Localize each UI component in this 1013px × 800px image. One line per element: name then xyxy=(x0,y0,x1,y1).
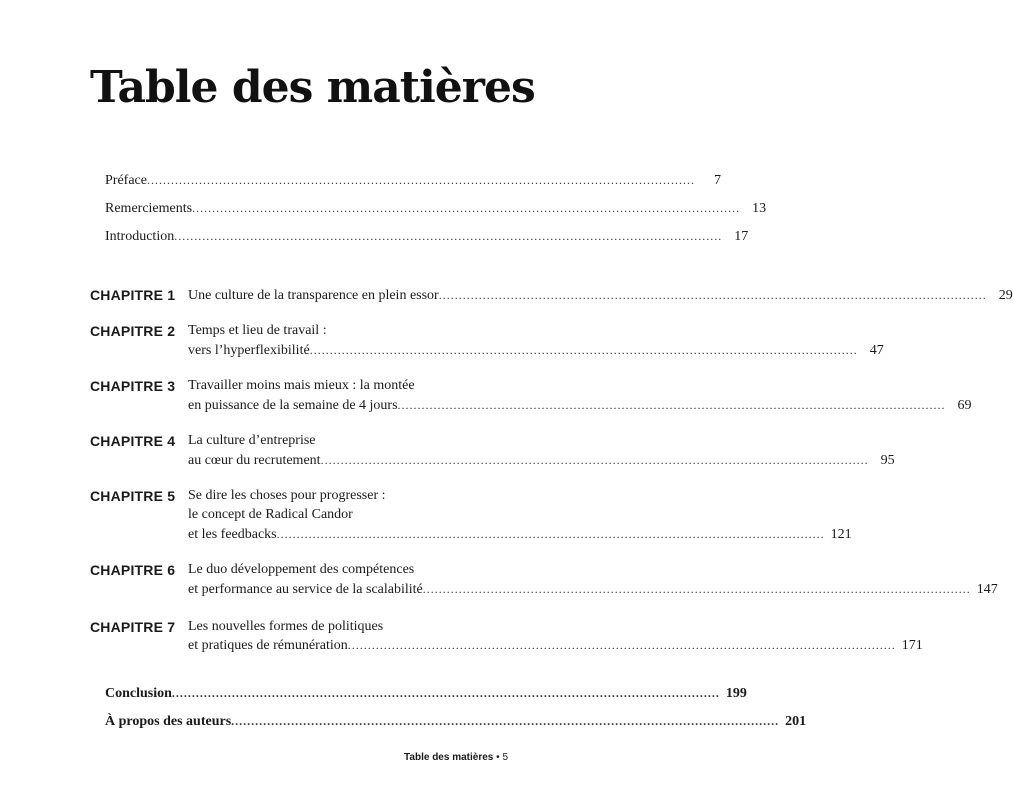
chapter-title-line: Travailler moins mais mieux : la montée xyxy=(188,378,415,393)
dot-leader: ......................................................................................................................................... xyxy=(422,582,971,596)
page-footer xyxy=(404,752,508,763)
toc-page-number: 29 xyxy=(998,288,1013,303)
dot-leader: ......................................................................................................................................... xyxy=(320,453,869,467)
toc-entry-label: Remerciements xyxy=(105,201,193,216)
toc-entry-label: Préface xyxy=(105,173,147,188)
running-title: Table des matières xyxy=(404,752,494,763)
toc-entry-preface[interactable] xyxy=(105,171,721,190)
chapter-title-line: le concept de Radical Candor xyxy=(188,507,353,522)
toc-page-number: 199 xyxy=(725,686,747,701)
dot-leader: ......................................................................................................................................... xyxy=(309,343,858,357)
toc-page-number: 13 xyxy=(752,201,767,216)
toc-entry-label: et les feedbacks xyxy=(188,527,277,542)
dot-leader: ......................................................................................................................................... xyxy=(171,686,720,700)
dot-leader: ......................................................................................................................................... xyxy=(438,288,987,302)
toc-page-number: 47 xyxy=(869,343,884,358)
toc-entry-label: en puissance de la semaine de 4 jours xyxy=(188,398,398,413)
toc-entry-chapter-5[interactable] xyxy=(188,525,852,544)
chapter-label: CHAPITRE 6 xyxy=(90,562,176,578)
toc-entry-label: Introduction xyxy=(105,229,175,244)
toc-page-number: 17 xyxy=(734,229,749,244)
toc-entry-chapter-1[interactable] xyxy=(188,286,1013,305)
toc-entry-remerciements[interactable] xyxy=(105,199,767,218)
dot-leader: ......................................................................................................................................... xyxy=(231,714,780,728)
toc-entry-label: Conclusion xyxy=(105,686,172,701)
toc-page-number: 147 xyxy=(976,582,998,597)
toc-entry-label: Une culture de la transparence en plein essor xyxy=(188,288,439,303)
chapter-label: CHAPITRE 4 xyxy=(90,433,176,449)
chapter-title-line: Temps et lieu de travail : xyxy=(188,323,327,338)
toc-page-number: 121 xyxy=(830,527,852,542)
page-title: Table des matières xyxy=(90,62,535,113)
page-number: 5 xyxy=(502,752,508,763)
toc-page-number: 7 xyxy=(713,173,721,188)
dot-leader: ......................................................................................................................................... xyxy=(146,173,695,187)
toc-entry-label: au cœur du recrutement xyxy=(188,453,321,468)
chapter-label: CHAPITRE 2 xyxy=(90,323,176,339)
dot-leader: ......................................................................................................................................... xyxy=(174,229,723,243)
toc-entry-label: et pratiques de rémunération xyxy=(188,638,348,653)
toc-entry-introduction[interactable] xyxy=(105,227,749,246)
footer-bullet: • xyxy=(496,752,500,763)
toc-entry-chapter-2[interactable] xyxy=(188,341,884,360)
toc-entry-label: et performance au service de la scalabilité xyxy=(188,582,423,597)
chapter-title-line: Se dire les choses pour progresser : xyxy=(188,488,386,503)
chapter-label: CHAPITRE 3 xyxy=(90,378,176,394)
chapter-label: CHAPITRE 7 xyxy=(90,619,176,635)
chapter-title-line: Les nouvelles formes de politiques xyxy=(188,619,384,634)
toc-entry-chapter-4[interactable] xyxy=(188,451,895,470)
dot-leader: ......................................................................................................................................... xyxy=(347,638,896,652)
dot-leader: ......................................................................................................................................... xyxy=(276,527,825,541)
chapter-title-line: La culture d’entreprise xyxy=(188,433,316,448)
toc-page-number: 69 xyxy=(957,398,972,413)
toc-entry-a-propos[interactable] xyxy=(105,712,807,731)
toc-entry-conclusion[interactable] xyxy=(105,684,747,703)
dot-leader: ......................................................................................................................................... xyxy=(397,398,946,412)
toc-page-number: 201 xyxy=(785,714,807,729)
toc-page-number: 95 xyxy=(880,453,895,468)
toc-entry-chapter-3[interactable] xyxy=(188,396,972,415)
chapter-title-line: Le duo développement des compétences xyxy=(188,562,415,577)
toc-entry-label: À propos des auteurs xyxy=(105,714,232,729)
toc-entry-chapter-7[interactable] xyxy=(188,636,923,655)
chapter-label: CHAPITRE 1 xyxy=(90,287,176,303)
toc-entry-chapter-6[interactable] xyxy=(188,580,998,599)
toc-page-number: 171 xyxy=(901,638,923,653)
dot-leader: ......................................................................................................................................... xyxy=(192,201,741,215)
chapter-label: CHAPITRE 5 xyxy=(90,488,176,504)
toc-entry-label: vers l’hyperflexibilité xyxy=(188,343,310,358)
